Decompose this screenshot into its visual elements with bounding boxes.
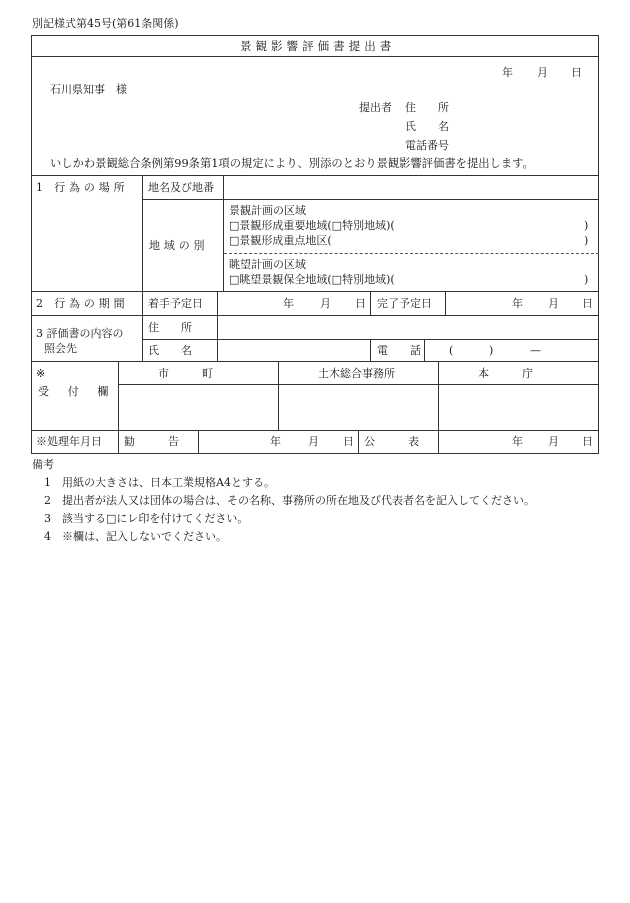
form-code: 別記様式第45号(第61条関係) bbox=[32, 17, 179, 30]
start-year: 年 bbox=[283, 297, 294, 310]
submitter-name-label: 氏 名 bbox=[405, 120, 449, 133]
submitter-address-label: 住 所 bbox=[405, 101, 449, 114]
section2-label: 2 行為の期間 bbox=[36, 297, 129, 310]
end-month: 月 bbox=[548, 297, 559, 310]
section3-label-line2: 照会先 bbox=[44, 342, 77, 355]
note-num-1: 1 bbox=[44, 476, 51, 489]
publish-label: 公 表 bbox=[364, 435, 419, 448]
reception-label: 受 付 欄 bbox=[38, 385, 113, 398]
paren-close-1: ) bbox=[584, 219, 589, 232]
phone-dash: — bbox=[530, 344, 541, 357]
note-num-2: 2 bbox=[44, 494, 51, 507]
contact-address-label: 住 所 bbox=[148, 321, 192, 334]
note-num-3: 3 bbox=[44, 512, 51, 525]
statement: いしかわ景観総合条例第99条第1項の規定により、別添のとおり景観影響評価書を提出します。 bbox=[50, 157, 534, 170]
landscape-plan-heading: 景観計画の区域 bbox=[229, 204, 306, 217]
opt-landscape-important[interactable]: □景観形成重要地域(□特別地域)( bbox=[229, 219, 395, 232]
processing-date-label: ※処理年月日 bbox=[36, 435, 102, 448]
contact-phone-label: 電 話 bbox=[377, 344, 421, 357]
date-year: 年 bbox=[502, 66, 513, 79]
note-num-4: 4 bbox=[44, 530, 51, 543]
reception-headquarters: 本 庁 bbox=[478, 367, 533, 380]
addressee: 石川県知事 様 bbox=[50, 83, 127, 96]
section3-label-line1: 3 評価書の内容の bbox=[36, 327, 124, 340]
note-text-2: 提出者が法人又は団体の場合は、その名称、事務所の所在地及び代表者名を記入してください。 bbox=[62, 494, 535, 507]
contact-name-label: 氏 名 bbox=[148, 344, 192, 357]
opt-view-preservation[interactable]: □眺望景観保全地域(□特別地域)( bbox=[229, 273, 395, 286]
start-month: 月 bbox=[320, 297, 331, 310]
reception-mark: ※ bbox=[36, 367, 46, 380]
publish-year: 年 bbox=[512, 435, 523, 448]
form-title: 景観影響評価書提出書 bbox=[240, 39, 396, 53]
lot-label: 地名及び地番 bbox=[148, 181, 214, 194]
paren-close-3: ) bbox=[584, 273, 589, 286]
section1-label: 1 行為の場所 bbox=[36, 181, 129, 194]
advice-day: 日 bbox=[343, 435, 354, 448]
submitter-phone-label: 電話番号 bbox=[405, 139, 449, 152]
end-day: 日 bbox=[582, 297, 593, 310]
date-day: 日 bbox=[571, 66, 582, 79]
note-text-1: 用紙の大きさは、日本工業規格A4とする。 bbox=[62, 476, 275, 489]
note-text-4: ※欄は、記入しないでください。 bbox=[62, 530, 227, 543]
note-text-3: 該当する□にレ印を付けてください。 bbox=[62, 512, 249, 525]
notes-heading: 備考 bbox=[32, 458, 54, 471]
start-day: 日 bbox=[355, 297, 366, 310]
date-month: 月 bbox=[537, 66, 548, 79]
end-year: 年 bbox=[512, 297, 523, 310]
end-date-label: 完了予定日 bbox=[377, 297, 432, 310]
advice-label: 勧 告 bbox=[124, 435, 179, 448]
paren-close-2: ) bbox=[584, 234, 589, 247]
reception-public-works: 土木総合事務所 bbox=[318, 367, 395, 380]
publish-day: 日 bbox=[582, 435, 593, 448]
start-date-label: 着手予定日 bbox=[148, 297, 203, 310]
advice-month: 月 bbox=[308, 435, 319, 448]
opt-landscape-priority[interactable]: □景観形成重点地区( bbox=[229, 234, 332, 247]
reception-city: 市 町 bbox=[158, 367, 213, 380]
phone-paren-close: ) bbox=[489, 344, 494, 357]
publish-month: 月 bbox=[548, 435, 559, 448]
view-plan-heading: 眺望計画の区域 bbox=[229, 258, 306, 271]
advice-year: 年 bbox=[270, 435, 281, 448]
submitter-label: 提出者 bbox=[359, 101, 392, 114]
area-label: 地域の別 bbox=[149, 239, 209, 252]
phone-paren-open: ( bbox=[449, 344, 454, 357]
